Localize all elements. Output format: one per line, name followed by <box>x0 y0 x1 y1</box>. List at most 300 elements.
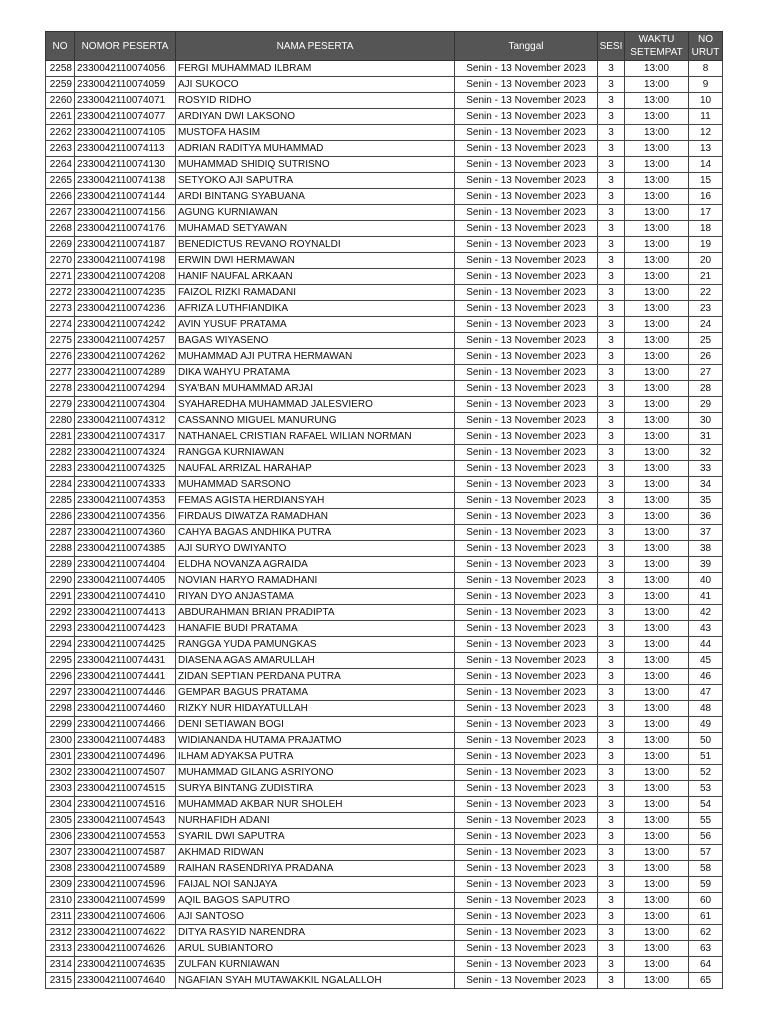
cell-no: 2272 <box>46 285 75 301</box>
cell-nama-peserta: ROSYID RIDHO <box>176 93 455 109</box>
cell-no: 2276 <box>46 349 75 365</box>
cell-tanggal: Senin - 13 November 2023 <box>455 349 598 365</box>
table-row <box>46 685 723 701</box>
cell-nama-peserta: NATHANAEL CRISTIAN RAFAEL WILIAN NORMAN <box>176 429 455 445</box>
cell-waktu: 13:00 <box>625 845 689 861</box>
cell-tanggal: Senin - 13 November 2023 <box>455 781 598 797</box>
cell-waktu: 13:00 <box>625 397 689 413</box>
cell-tanggal: Senin - 13 November 2023 <box>455 477 598 493</box>
cell-nama-peserta: SURYA BINTANG ZUDISTIRA <box>176 781 455 797</box>
cell-no-urut: 50 <box>689 733 723 749</box>
cell-nama-peserta: ARDI BINTANG SYABUANA <box>176 189 455 205</box>
cell-nomor-peserta: 2330042110074144 <box>75 189 176 205</box>
cell-nomor-peserta: 2330042110074077 <box>75 109 176 125</box>
cell-tanggal: Senin - 13 November 2023 <box>455 925 598 941</box>
table-row <box>46 429 723 445</box>
cell-nomor-peserta: 2330042110074431 <box>75 653 176 669</box>
cell-sesi: 3 <box>598 541 625 557</box>
cell-sesi: 3 <box>598 141 625 157</box>
cell-nama-peserta: BAGAS WIYASENO <box>176 333 455 349</box>
cell-no: 2291 <box>46 589 75 605</box>
cell-no-urut: 25 <box>689 333 723 349</box>
cell-no: 2269 <box>46 237 75 253</box>
cell-waktu: 13:00 <box>625 893 689 909</box>
cell-tanggal: Senin - 13 November 2023 <box>455 381 598 397</box>
table-row <box>46 285 723 301</box>
cell-nomor-peserta: 2330042110074507 <box>75 765 176 781</box>
cell-nama-peserta: HANIF NAUFAL ARKAAN <box>176 269 455 285</box>
cell-nama-peserta: AVIN YUSUF PRATAMA <box>176 317 455 333</box>
cell-waktu: 13:00 <box>625 413 689 429</box>
header-tanggal: Tanggal <box>455 32 598 61</box>
cell-no: 2278 <box>46 381 75 397</box>
cell-sesi: 3 <box>598 317 625 333</box>
cell-nama-peserta: AJI SURYO DWIYANTO <box>176 541 455 557</box>
cell-sesi: 3 <box>598 685 625 701</box>
cell-tanggal: Senin - 13 November 2023 <box>455 797 598 813</box>
table-row <box>46 445 723 461</box>
cell-sesi: 3 <box>598 349 625 365</box>
cell-sesi: 3 <box>598 157 625 173</box>
cell-tanggal: Senin - 13 November 2023 <box>455 765 598 781</box>
cell-nomor-peserta: 2330042110074242 <box>75 317 176 333</box>
cell-waktu: 13:00 <box>625 125 689 141</box>
cell-sesi: 3 <box>598 621 625 637</box>
cell-no-urut: 57 <box>689 845 723 861</box>
table-row <box>46 957 723 973</box>
table-row <box>46 669 723 685</box>
cell-nomor-peserta: 2330042110074543 <box>75 813 176 829</box>
cell-tanggal: Senin - 13 November 2023 <box>455 317 598 333</box>
cell-no: 2315 <box>46 973 75 989</box>
cell-sesi: 3 <box>598 205 625 221</box>
cell-nama-peserta: DENI SETIAWAN BOGI <box>176 717 455 733</box>
cell-waktu: 13:00 <box>625 205 689 221</box>
cell-waktu: 13:00 <box>625 477 689 493</box>
cell-waktu: 13:00 <box>625 93 689 109</box>
cell-no-urut: 13 <box>689 141 723 157</box>
cell-waktu: 13:00 <box>625 221 689 237</box>
cell-tanggal: Senin - 13 November 2023 <box>455 285 598 301</box>
cell-waktu: 13:00 <box>625 381 689 397</box>
cell-sesi: 3 <box>598 509 625 525</box>
cell-sesi: 3 <box>598 93 625 109</box>
cell-no-urut: 45 <box>689 653 723 669</box>
cell-waktu: 13:00 <box>625 429 689 445</box>
cell-sesi: 3 <box>598 845 625 861</box>
cell-nomor-peserta: 2330042110074156 <box>75 205 176 221</box>
cell-tanggal: Senin - 13 November 2023 <box>455 141 598 157</box>
cell-tanggal: Senin - 13 November 2023 <box>455 205 598 221</box>
cell-no: 2303 <box>46 781 75 797</box>
table-row <box>46 637 723 653</box>
cell-nomor-peserta: 2330042110074460 <box>75 701 176 717</box>
cell-nama-peserta: MUHAMMAD SHIDIQ SUTRISNO <box>176 157 455 173</box>
cell-sesi: 3 <box>598 61 625 77</box>
cell-sesi: 3 <box>598 605 625 621</box>
cell-sesi: 3 <box>598 237 625 253</box>
cell-no-urut: 37 <box>689 525 723 541</box>
cell-tanggal: Senin - 13 November 2023 <box>455 301 598 317</box>
cell-nama-peserta: ADRIAN RADITYA MUHAMMAD <box>176 141 455 157</box>
cell-no: 2304 <box>46 797 75 813</box>
cell-no-urut: 12 <box>689 125 723 141</box>
cell-nomor-peserta: 2330042110074333 <box>75 477 176 493</box>
cell-nomor-peserta: 2330042110074056 <box>75 61 176 77</box>
cell-sesi: 3 <box>598 365 625 381</box>
cell-tanggal: Senin - 13 November 2023 <box>455 605 598 621</box>
cell-sesi: 3 <box>598 429 625 445</box>
cell-nama-peserta: AJI SUKOCO <box>176 77 455 93</box>
cell-no-urut: 24 <box>689 317 723 333</box>
cell-no-urut: 35 <box>689 493 723 509</box>
cell-nomor-peserta: 2330042110074423 <box>75 621 176 637</box>
cell-no-urut: 28 <box>689 381 723 397</box>
cell-no: 2299 <box>46 717 75 733</box>
cell-nama-peserta: RANGGA KURNIAWAN <box>176 445 455 461</box>
cell-tanggal: Senin - 13 November 2023 <box>455 237 598 253</box>
cell-nama-peserta: SYA'BAN MUHAMMAD ARJAI <box>176 381 455 397</box>
cell-no-urut: 20 <box>689 253 723 269</box>
table-row <box>46 541 723 557</box>
cell-no: 2301 <box>46 749 75 765</box>
table-row <box>46 269 723 285</box>
cell-nomor-peserta: 2330042110074589 <box>75 861 176 877</box>
cell-no: 2298 <box>46 701 75 717</box>
cell-no-urut: 55 <box>689 813 723 829</box>
cell-no: 2309 <box>46 877 75 893</box>
cell-sesi: 3 <box>598 813 625 829</box>
cell-nama-peserta: ZULFAN KURNIAWAN <box>176 957 455 973</box>
cell-no: 2264 <box>46 157 75 173</box>
cell-sesi: 3 <box>598 829 625 845</box>
cell-tanggal: Senin - 13 November 2023 <box>455 861 598 877</box>
table-row <box>46 93 723 109</box>
table-row <box>46 61 723 77</box>
cell-waktu: 13:00 <box>625 717 689 733</box>
cell-waktu: 13:00 <box>625 877 689 893</box>
header-no-urut <box>689 32 723 61</box>
cell-waktu: 13:00 <box>625 797 689 813</box>
cell-nama-peserta: WIDIANANDA HUTAMA PRAJATMO <box>176 733 455 749</box>
cell-waktu: 13:00 <box>625 541 689 557</box>
cell-nomor-peserta: 2330042110074208 <box>75 269 176 285</box>
cell-nomor-peserta: 2330042110074413 <box>75 605 176 621</box>
cell-tanggal: Senin - 13 November 2023 <box>455 573 598 589</box>
cell-nomor-peserta: 2330042110074257 <box>75 333 176 349</box>
cell-sesi: 3 <box>598 109 625 125</box>
cell-tanggal: Senin - 13 November 2023 <box>455 621 598 637</box>
cell-sesi: 3 <box>598 253 625 269</box>
cell-tanggal: Senin - 13 November 2023 <box>455 541 598 557</box>
table-row <box>46 365 723 381</box>
cell-nama-peserta: RIYAN DYO ANJASTAMA <box>176 589 455 605</box>
cell-nomor-peserta: 2330042110074385 <box>75 541 176 557</box>
cell-sesi: 3 <box>598 717 625 733</box>
cell-sesi: 3 <box>598 957 625 973</box>
cell-nomor-peserta: 2330042110074289 <box>75 365 176 381</box>
table-row <box>46 525 723 541</box>
cell-no: 2289 <box>46 557 75 573</box>
table-row <box>46 237 723 253</box>
cell-sesi: 3 <box>598 573 625 589</box>
cell-nama-peserta: AQIL BAGOS SAPUTRO <box>176 893 455 909</box>
cell-no: 2311 <box>46 909 75 925</box>
cell-waktu: 13:00 <box>625 781 689 797</box>
cell-nama-peserta: DIASENA AGAS AMARULLAH <box>176 653 455 669</box>
cell-tanggal: Senin - 13 November 2023 <box>455 669 598 685</box>
cell-sesi: 3 <box>598 445 625 461</box>
cell-no: 2260 <box>46 93 75 109</box>
cell-nama-peserta: GEMPAR BAGUS PRATAMA <box>176 685 455 701</box>
table-row <box>46 829 723 845</box>
cell-sesi: 3 <box>598 301 625 317</box>
cell-no-urut: 36 <box>689 509 723 525</box>
cell-no: 2290 <box>46 573 75 589</box>
cell-waktu: 13:00 <box>625 589 689 605</box>
table-row <box>46 381 723 397</box>
table-row <box>46 205 723 221</box>
cell-tanggal: Senin - 13 November 2023 <box>455 221 598 237</box>
cell-tanggal: Senin - 13 November 2023 <box>455 701 598 717</box>
cell-tanggal: Senin - 13 November 2023 <box>455 77 598 93</box>
table-row <box>46 461 723 477</box>
cell-nama-peserta: AFRIZA LUTHFIANDIKA <box>176 301 455 317</box>
cell-no-urut: 59 <box>689 877 723 893</box>
table-row <box>46 909 723 925</box>
cell-sesi: 3 <box>598 381 625 397</box>
cell-nama-peserta: FERGI MUHAMMAD ILBRAM <box>176 61 455 77</box>
cell-no-urut: 62 <box>689 925 723 941</box>
cell-tanggal: Senin - 13 November 2023 <box>455 253 598 269</box>
cell-no-urut: 21 <box>689 269 723 285</box>
cell-tanggal: Senin - 13 November 2023 <box>455 269 598 285</box>
cell-tanggal: Senin - 13 November 2023 <box>455 589 598 605</box>
cell-sesi: 3 <box>598 733 625 749</box>
cell-no-urut: 40 <box>689 573 723 589</box>
cell-nama-peserta: MUHAMMAD AKBAR NUR SHOLEH <box>176 797 455 813</box>
cell-waktu: 13:00 <box>625 701 689 717</box>
table-row <box>46 493 723 509</box>
cell-tanggal: Senin - 13 November 2023 <box>455 525 598 541</box>
cell-no-urut: 9 <box>689 77 723 93</box>
cell-no: 2307 <box>46 845 75 861</box>
cell-waktu: 13:00 <box>625 605 689 621</box>
cell-nomor-peserta: 2330042110074441 <box>75 669 176 685</box>
table-row <box>46 605 723 621</box>
cell-nama-peserta: MUHAMMAD AJI PUTRA HERMAWAN <box>176 349 455 365</box>
cell-no-urut: 54 <box>689 797 723 813</box>
cell-waktu: 13:00 <box>625 173 689 189</box>
cell-sesi: 3 <box>598 669 625 685</box>
cell-waktu: 13:00 <box>625 461 689 477</box>
cell-waktu: 13:00 <box>625 61 689 77</box>
cell-no: 2305 <box>46 813 75 829</box>
cell-waktu: 13:00 <box>625 317 689 333</box>
table-row <box>46 349 723 365</box>
cell-no: 2270 <box>46 253 75 269</box>
cell-sesi: 3 <box>598 461 625 477</box>
cell-nomor-peserta: 2330042110074324 <box>75 445 176 461</box>
table-row <box>46 861 723 877</box>
cell-no-urut: 8 <box>689 61 723 77</box>
cell-no-urut: 10 <box>689 93 723 109</box>
cell-no-urut: 22 <box>689 285 723 301</box>
cell-sesi: 3 <box>598 525 625 541</box>
cell-nama-peserta: RANGGA YUDA PAMUNGKAS <box>176 637 455 653</box>
table-row <box>46 733 723 749</box>
cell-nomor-peserta: 2330042110074516 <box>75 797 176 813</box>
cell-nomor-peserta: 2330042110074105 <box>75 125 176 141</box>
cell-sesi: 3 <box>598 589 625 605</box>
cell-no: 2284 <box>46 477 75 493</box>
cell-no-urut: 65 <box>689 973 723 989</box>
cell-no: 2308 <box>46 861 75 877</box>
table-row <box>46 173 723 189</box>
cell-waktu: 13:00 <box>625 637 689 653</box>
cell-waktu: 13:00 <box>625 141 689 157</box>
cell-no-urut: 11 <box>689 109 723 125</box>
cell-nomor-peserta: 2330042110074515 <box>75 781 176 797</box>
cell-nama-peserta: ZIDAN SEPTIAN PERDANA PUTRA <box>176 669 455 685</box>
cell-nomor-peserta: 2330042110074446 <box>75 685 176 701</box>
cell-tanggal: Senin - 13 November 2023 <box>455 845 598 861</box>
cell-no-urut: 38 <box>689 541 723 557</box>
cell-no: 2258 <box>46 61 75 77</box>
cell-nama-peserta: RIZKY NUR HIDAYATULLAH <box>176 701 455 717</box>
cell-tanggal: Senin - 13 November 2023 <box>455 413 598 429</box>
cell-no-urut: 49 <box>689 717 723 733</box>
cell-tanggal: Senin - 13 November 2023 <box>455 109 598 125</box>
cell-sesi: 3 <box>598 189 625 205</box>
table-row <box>46 573 723 589</box>
table-row <box>46 877 723 893</box>
cell-no-urut: 33 <box>689 461 723 477</box>
cell-no: 2310 <box>46 893 75 909</box>
cell-tanggal: Senin - 13 November 2023 <box>455 717 598 733</box>
cell-no: 2293 <box>46 621 75 637</box>
cell-nama-peserta: SYAHAREDHA MUHAMMAD JALESVIERO <box>176 397 455 413</box>
table-row <box>46 157 723 173</box>
cell-sesi: 3 <box>598 861 625 877</box>
cell-no: 2292 <box>46 605 75 621</box>
cell-no-urut: 26 <box>689 349 723 365</box>
cell-waktu: 13:00 <box>625 733 689 749</box>
table-row <box>46 925 723 941</box>
table-row <box>46 781 723 797</box>
cell-nomor-peserta: 2330042110074553 <box>75 829 176 845</box>
cell-tanggal: Senin - 13 November 2023 <box>455 653 598 669</box>
cell-tanggal: Senin - 13 November 2023 <box>455 557 598 573</box>
cell-no: 2296 <box>46 669 75 685</box>
cell-nama-peserta: NAUFAL ARRIZAL HARAHAP <box>176 461 455 477</box>
cell-no-urut: 17 <box>689 205 723 221</box>
table-row <box>46 765 723 781</box>
header-waktu-setempat <box>625 32 689 61</box>
table-row <box>46 893 723 909</box>
table-row <box>46 317 723 333</box>
cell-tanggal: Senin - 13 November 2023 <box>455 733 598 749</box>
cell-no: 2300 <box>46 733 75 749</box>
cell-no-urut: 39 <box>689 557 723 573</box>
cell-nama-peserta: SYARIL DWI SAPUTRA <box>176 829 455 845</box>
cell-sesi: 3 <box>598 477 625 493</box>
cell-no: 2312 <box>46 925 75 941</box>
cell-tanggal: Senin - 13 November 2023 <box>455 509 598 525</box>
cell-no-urut: 27 <box>689 365 723 381</box>
cell-sesi: 3 <box>598 493 625 509</box>
cell-sesi: 3 <box>598 701 625 717</box>
cell-nama-peserta: SETYOKO AJI SAPUTRA <box>176 173 455 189</box>
cell-nama-peserta: RAIHAN RASENDRIYA PRADANA <box>176 861 455 877</box>
cell-nomor-peserta: 2330042110074606 <box>75 909 176 925</box>
cell-tanggal: Senin - 13 November 2023 <box>455 877 598 893</box>
cell-nomor-peserta: 2330042110074113 <box>75 141 176 157</box>
cell-no: 2267 <box>46 205 75 221</box>
cell-no-urut: 51 <box>689 749 723 765</box>
cell-tanggal: Senin - 13 November 2023 <box>455 829 598 845</box>
cell-no: 2273 <box>46 301 75 317</box>
cell-no: 2286 <box>46 509 75 525</box>
cell-waktu: 13:00 <box>625 861 689 877</box>
cell-no: 2294 <box>46 637 75 653</box>
cell-no-urut: 15 <box>689 173 723 189</box>
cell-nomor-peserta: 2330042110074304 <box>75 397 176 413</box>
table-row <box>46 941 723 957</box>
cell-tanggal: Senin - 13 November 2023 <box>455 397 598 413</box>
cell-nomor-peserta: 2330042110074425 <box>75 637 176 653</box>
cell-waktu: 13:00 <box>625 957 689 973</box>
cell-nomor-peserta: 2330042110074599 <box>75 893 176 909</box>
cell-no-urut: 47 <box>689 685 723 701</box>
table-row <box>46 125 723 141</box>
cell-nomor-peserta: 2330042110074236 <box>75 301 176 317</box>
cell-no-urut: 34 <box>689 477 723 493</box>
cell-tanggal: Senin - 13 November 2023 <box>455 749 598 765</box>
header-urut-line1: NO <box>698 34 713 45</box>
cell-no-urut: 31 <box>689 429 723 445</box>
cell-nomor-peserta: 2330042110074496 <box>75 749 176 765</box>
cell-no: 2280 <box>46 413 75 429</box>
cell-nama-peserta: MUHAMMAD SARSONO <box>176 477 455 493</box>
cell-nama-peserta: ARUL SUBIANTORO <box>176 941 455 957</box>
table-row <box>46 77 723 93</box>
cell-no-urut: 56 <box>689 829 723 845</box>
cell-nomor-peserta: 2330042110074138 <box>75 173 176 189</box>
cell-waktu: 13:00 <box>625 829 689 845</box>
cell-no: 2259 <box>46 77 75 93</box>
cell-no-urut: 44 <box>689 637 723 653</box>
cell-sesi: 3 <box>598 637 625 653</box>
cell-waktu: 13:00 <box>625 669 689 685</box>
cell-tanggal: Senin - 13 November 2023 <box>455 125 598 141</box>
cell-sesi: 3 <box>598 973 625 989</box>
table-row <box>46 717 723 733</box>
cell-waktu: 13:00 <box>625 685 689 701</box>
cell-nomor-peserta: 2330042110074587 <box>75 845 176 861</box>
cell-tanggal: Senin - 13 November 2023 <box>455 333 598 349</box>
cell-no-urut: 14 <box>689 157 723 173</box>
cell-tanggal: Senin - 13 November 2023 <box>455 61 598 77</box>
cell-no-urut: 64 <box>689 957 723 973</box>
participant-table <box>45 31 723 989</box>
cell-nomor-peserta: 2330042110074353 <box>75 493 176 509</box>
cell-nama-peserta: ABDURAHMAN BRIAN PRADIPTA <box>176 605 455 621</box>
cell-nama-peserta: FIRDAUS DIWATZA RAMADHAN <box>176 509 455 525</box>
cell-no: 2281 <box>46 429 75 445</box>
cell-waktu: 13:00 <box>625 909 689 925</box>
cell-sesi: 3 <box>598 653 625 669</box>
